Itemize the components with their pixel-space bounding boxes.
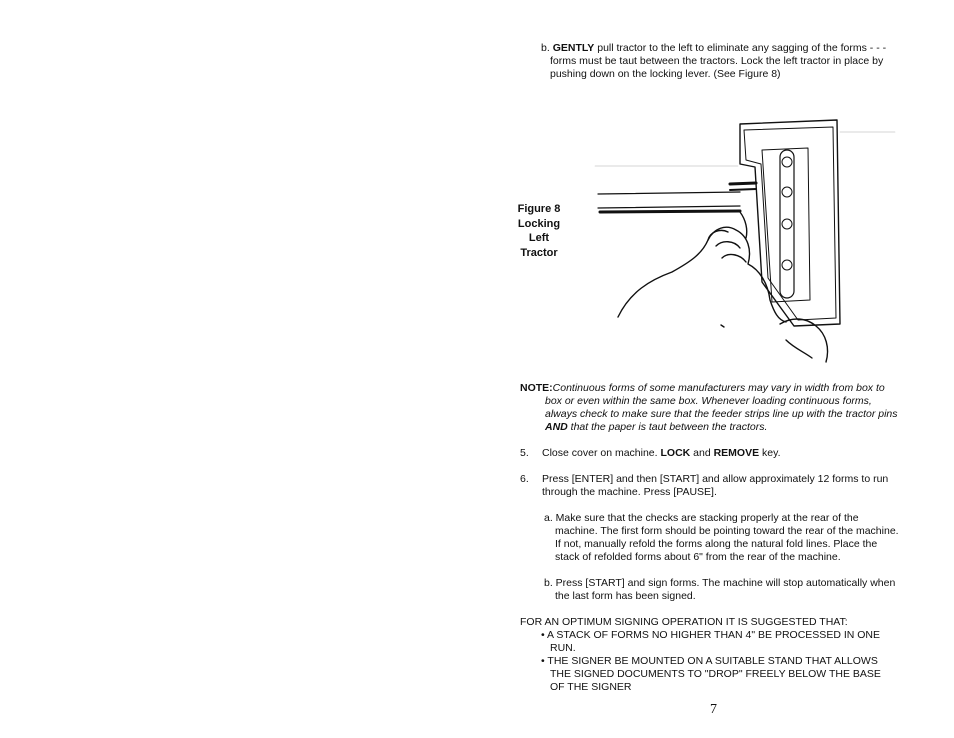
note-line1: Continuous forms of some manufacturers may vary in width from box to: [552, 382, 885, 394]
step-5-number: 5.: [520, 447, 529, 459]
note-label: NOTE:: [520, 382, 553, 394]
bullet-2-line3: OF THE SIGNER: [550, 681, 632, 693]
figure-caption-line3: Left: [528, 232, 550, 244]
step-5-pre: Close cover on machine.: [542, 447, 661, 459]
bullet-2-line2: THE SIGNED DOCUMENTS TO "DROP" FREELY BELOW THE BASE: [550, 668, 881, 680]
step-b-gently: GENTLY: [552, 42, 595, 54]
step-6: [520, 473, 915, 501]
step-5: [520, 447, 915, 461]
step-b-paragraph: [541, 42, 911, 81]
step-5-lock: LOCK: [660, 447, 691, 459]
step-6-text: [542, 473, 914, 499]
tractor-illustration: [590, 112, 900, 372]
note-line2: box or even within the same box. Whenever loading continuous forms,: [545, 395, 872, 407]
sub-b-line1: b. Press [START] and sign forms. The machine will stop automatically when: [544, 577, 896, 589]
note-and: AND: [545, 421, 568, 433]
figure-caption-line4: Tractor: [520, 246, 558, 259]
page-number: 7: [710, 702, 717, 717]
sub-a-line2: machine. The first form should be pointing toward the rear of the machine.: [555, 525, 899, 537]
note-line4-rest: that the paper is taut between the tractors.: [567, 421, 768, 433]
sub-a-line1: a. Make sure that the checks are stacking properly at the rear of the: [544, 512, 859, 524]
note-line4: [520, 421, 915, 434]
sub-a-line4: stack of refolded forms about 6" from the rear of the machine.: [555, 551, 841, 563]
bullet-2: [541, 655, 911, 694]
bullet-1-line2: RUN.: [550, 642, 576, 654]
note-paragraph: [520, 382, 915, 434]
figure-caption-line1: Figure 8: [517, 203, 561, 215]
step-b-line2: forms must be taut between the tractors. Lock the left tractor in place by: [550, 55, 884, 67]
sub-step-a: [544, 512, 914, 564]
figure-caption-line2: Locking: [517, 217, 561, 230]
sub-a-line3: If not, manually refold the forms along the natural fold lines. Place the: [555, 538, 878, 550]
step-5-post: key.: [759, 447, 781, 459]
bullet-2-line1: • THE SIGNER BE MOUNTED ON A SUITABLE STAND THAT ALLOWS: [541, 655, 878, 667]
step-6-line1: Press [ENTER] and then [START] and allow approximately 12 forms to run: [542, 473, 889, 485]
sub-step-b: [544, 577, 914, 603]
note-line3: always check to make sure that the feeder strips line up with the tractor pins: [545, 408, 898, 420]
figure-caption: [508, 202, 570, 260]
step-6-number: 6.: [520, 473, 529, 485]
optimum-heading: FOR AN OPTIMUM SIGNING OPERATION IT IS SUGGESTED THAT:: [520, 616, 848, 628]
step-6-line2: through the machine. Press [PAUSE].: [542, 486, 717, 498]
step-5-text: [542, 447, 914, 460]
bullet-1-line1: • A STACK OF FORMS NO HIGHER THAN 4" BE PROCESSED IN ONE: [541, 629, 880, 641]
step-b-prefix: b.: [541, 42, 550, 54]
bullet-1: [541, 629, 911, 655]
sub-b-line2: the last form has been signed.: [555, 590, 696, 602]
step-5-remove: REMOVE: [713, 447, 760, 459]
step-5-mid: and: [690, 447, 714, 459]
step-b-line1: pull tractor to the left to eliminate any sagging of the forms - - -: [594, 42, 887, 54]
step-b-line3: pushing down on the locking lever. (See Figure 8): [550, 68, 781, 80]
